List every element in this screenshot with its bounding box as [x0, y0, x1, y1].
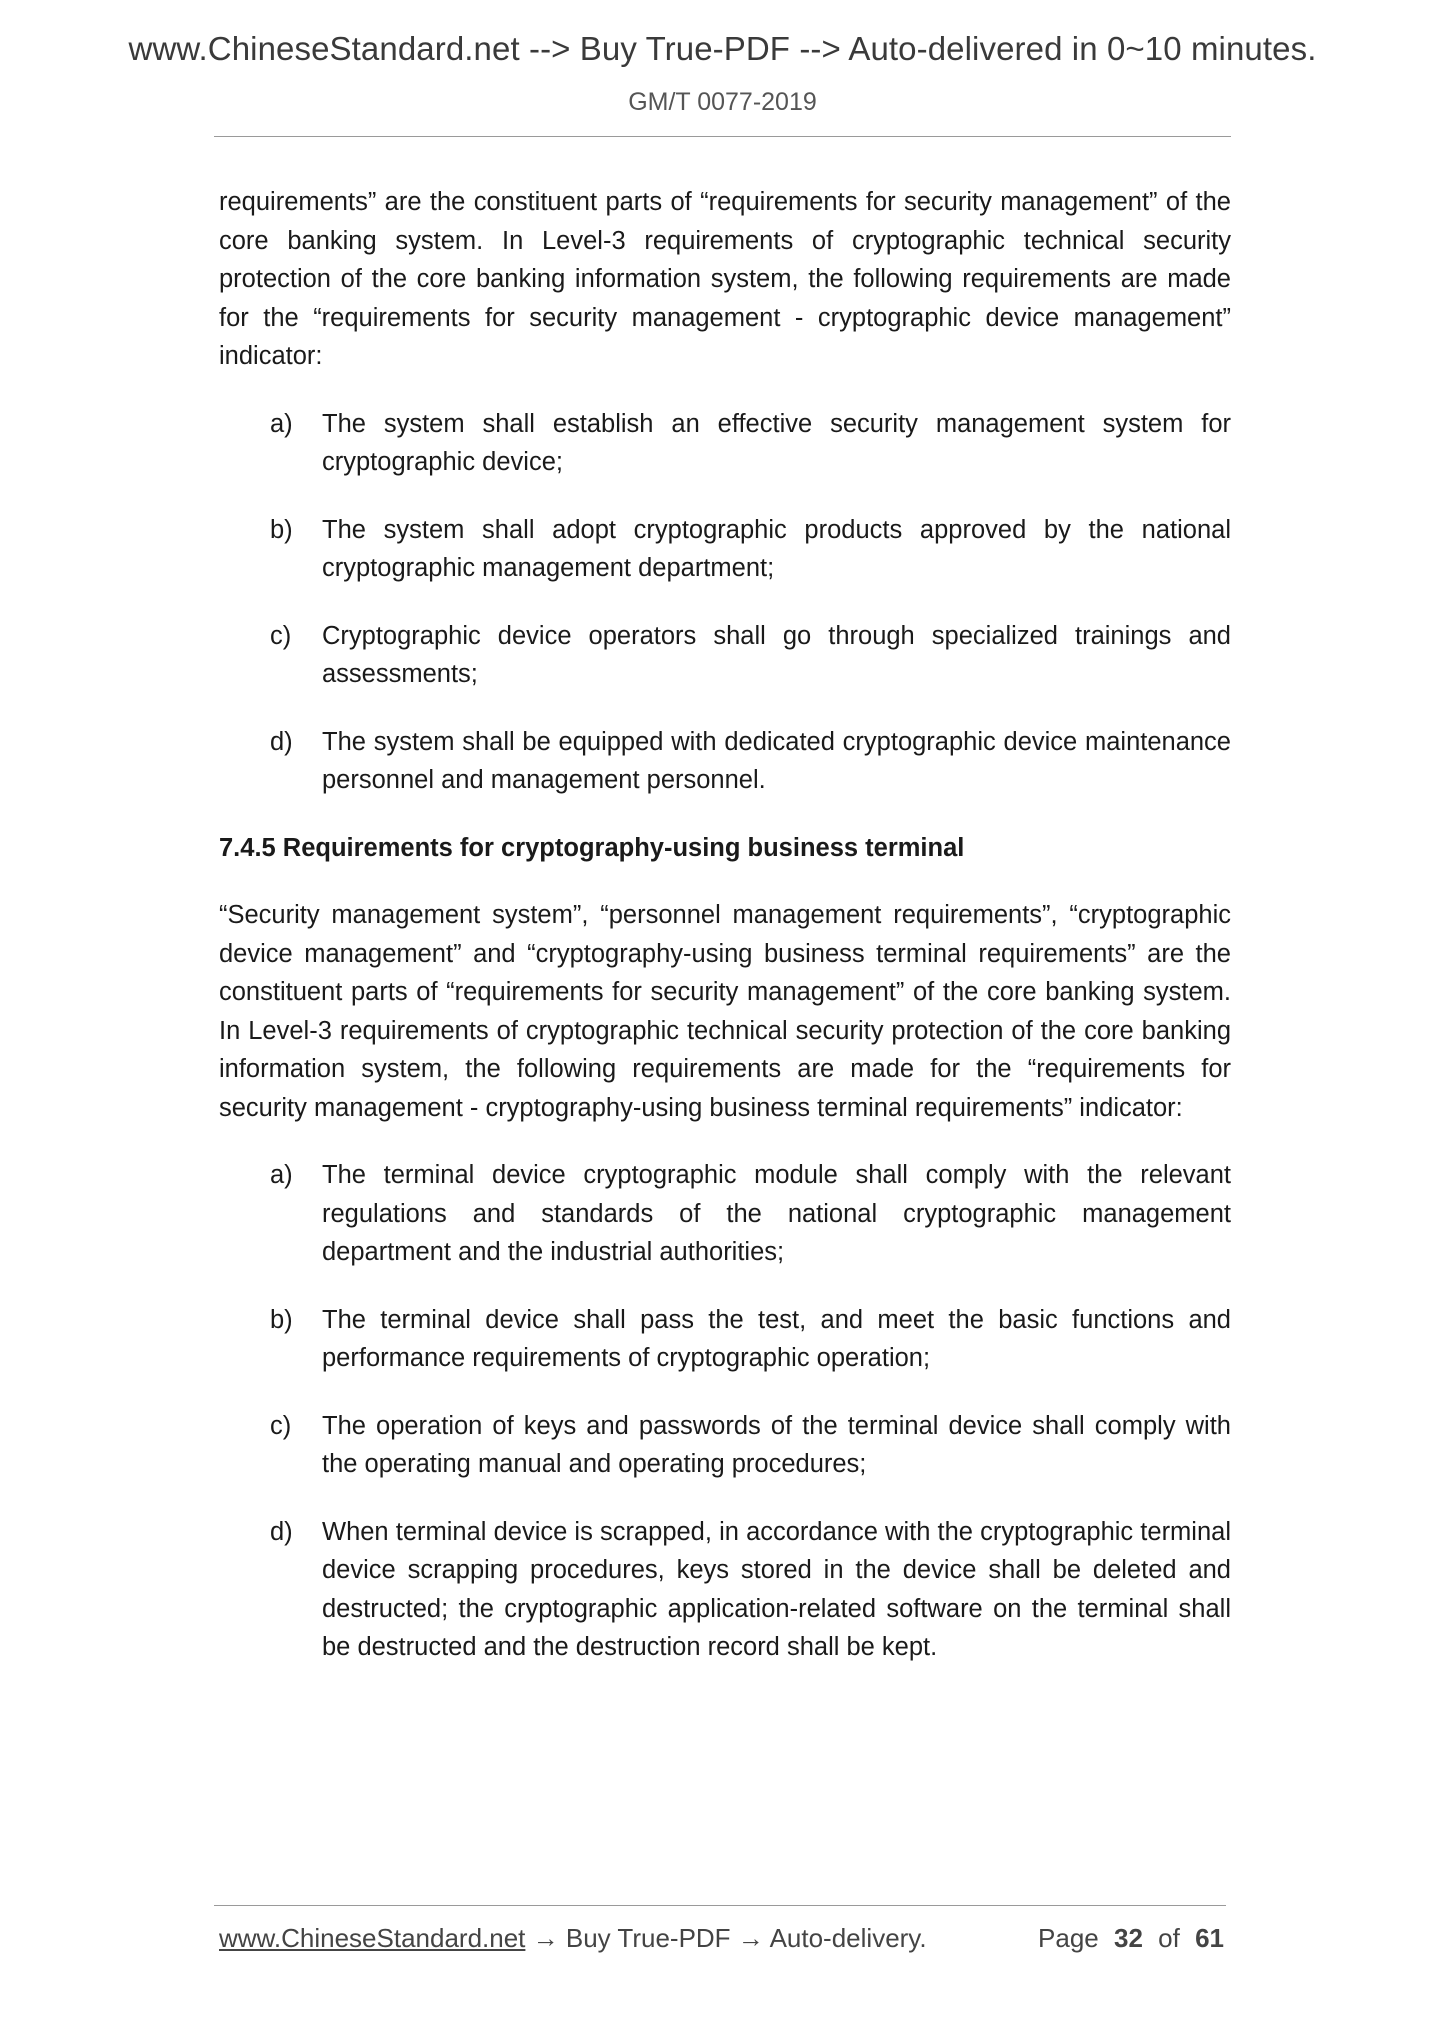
footer-tagline: → Buy True-PDF → Auto-delivery.	[525, 1923, 927, 1953]
list-item	[219, 1301, 1231, 1378]
list-item-text: The system shall be equipped with dedicated cryptographic device maintenance personnel and management personnel.	[322, 727, 1231, 794]
page-footer	[219, 1923, 1224, 1954]
list-item-text: The operation of keys and passwords of the terminal device shall comply with the operating manual and operating procedures;	[322, 1411, 1231, 1478]
list-item	[219, 405, 1231, 482]
section-paragraph: “Security management system”, “personnel management requirements”, “cryptographic device management” and “cryptography-using business terminal requirements” are the constituent parts of “requirements for security management” of the core banking system. In Level-3 requirements of cryptographic technical security protection of the core banking information system, the following requirements are made for the “requirements for security management - cryptography-using business terminal requirements” indicator:	[219, 901, 1231, 1122]
list-item	[219, 723, 1231, 800]
list-item	[219, 1513, 1231, 1667]
list-item-letter: b)	[270, 1305, 293, 1334]
header-divider	[214, 136, 1231, 137]
page-number: 32	[1114, 1923, 1143, 1953]
list-item	[219, 1407, 1231, 1484]
total-pages: 61	[1195, 1923, 1224, 1953]
list-item-text: The terminal device shall pass the test, and meet the basic functions and performance requirements of cryptographic operation;	[322, 1305, 1231, 1372]
list-item-letter: b)	[270, 515, 293, 544]
list-item-text: Cryptographic device operators shall go through specialized trainings and assessments;	[322, 621, 1231, 688]
list-item-letter: a)	[270, 1161, 293, 1189]
of-label: of	[1158, 1923, 1180, 1953]
list-item-text: When terminal device is scrapped, in accordance with the cryptographic terminal device scrapping procedures, keys stored in the device shall be deleted and destructed; the cryptographic application-related software on the terminal shall be destructed and the destruction record shall be kept.	[322, 1517, 1231, 1661]
list-item-letter: c)	[270, 621, 292, 650]
list-item	[219, 1156, 1231, 1272]
list-item-text: The system shall adopt cryptographic products approved by the national cryptographic management department;	[322, 515, 1231, 582]
intro-paragraph: requirements” are the constituent parts of “requirements for security management” of the core banking system. In Level-3 requirements of cryptographic technical security protection of the core banking information system, the following requirements are made for the “requirements for security management - cryptographic device management” indicator:	[219, 188, 1231, 370]
list-item-letter: d)	[270, 1517, 293, 1546]
list-item-letter: d)	[270, 727, 293, 756]
list-item-text: The system shall establish an effective security management system for cryptographic device;	[322, 409, 1231, 476]
terminal-requirements-list	[219, 1156, 1231, 1667]
site-banner: www.ChineseStandard.net --> Buy True-PDF --> Auto-delivered in 0~10 minutes.	[128, 30, 1317, 67]
site-link[interactable]: www.ChineseStandard.net	[219, 1923, 526, 1953]
section-heading: 7.4.5 Requirements for cryptography-using business terminal	[219, 833, 965, 862]
page-label: Page	[1038, 1923, 1099, 1953]
list-item-text: The terminal device cryptographic module shall comply with the relevant regulations and standards of the national cryptographic management department and the industrial authorities;	[322, 1161, 1231, 1266]
page-indicator	[1038, 1923, 1224, 1954]
list-item	[219, 617, 1231, 694]
page-content	[219, 183, 1231, 1667]
list-item-letter: a)	[270, 409, 293, 438]
list-item	[219, 511, 1231, 588]
footer-left	[219, 1923, 927, 1954]
device-management-list	[219, 405, 1231, 800]
footer-divider	[214, 1905, 1226, 1906]
list-item-letter: c)	[270, 1411, 292, 1440]
document-code: GM/T 0077-2019	[628, 88, 817, 116]
